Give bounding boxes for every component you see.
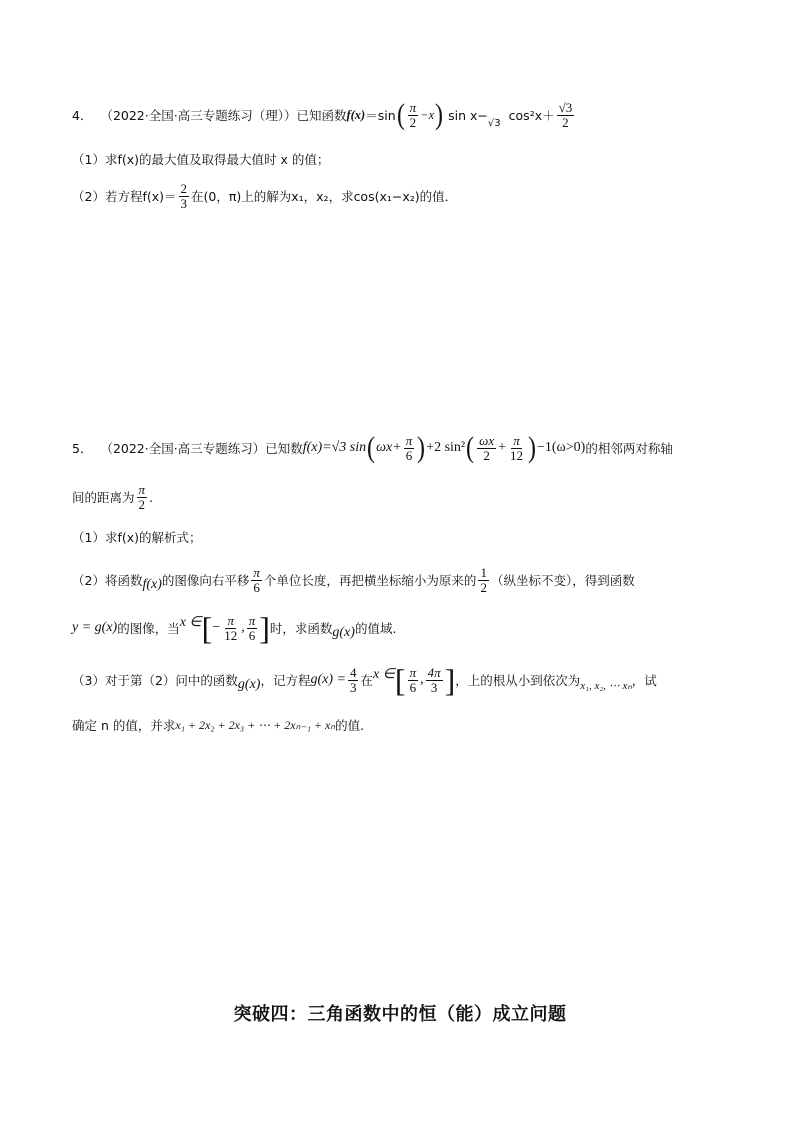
q5-part1: （1）求f(x)的解析式； [72,530,202,545]
q5-pi-over-12: $\frac{\pi}{12}$ [510,432,523,463]
q4-number: 4． [72,108,93,123]
q4-two-thirds: $\frac{2}{3}$ [180,181,188,211]
q5-stem-line2: 间的距离为 $\frac{\pi}{2}$ . [72,482,154,512]
q5-pi-over-2: $\frac{\pi}{2}$ [138,482,146,512]
q4-sqrt3-over-2: $\frac{√3}{2}$ [558,99,573,130]
q4-part2: （2）若方程f(x)＝ $\frac{2}{3}$ 在(0，π)上的解为x₁，x₂，求cos(x₁−x₂)的值． [72,181,458,211]
q5-part3: （3）对于第（2）问中的函数 g(x) ，记方程 g(x) = $\frac{4}{3}$ 在 x ∈ [ $\frac{\pi}{6}$ , $\frac{4\pi}{3}$ ] ，上的根从小到依次为 x₁, x₂, ⋯ xₙ ，试 [72,662,657,698]
q4-fx: f(x) [346,107,366,122]
q5-shift-pi-over-6: $\frac{\pi}{6}$ [253,565,260,595]
q5-wx-over-2: $\frac{\omega x}{2}$ [479,432,495,463]
q5-half: $\frac{1}{2}$ [480,565,487,595]
q4-sinx: sin x− [448,107,488,123]
q4-lparen: ( [396,98,405,131]
q4-minus-x: −x [420,107,435,122]
q5-part2-line2: y = g(x) 的图像，当 x ∈ [ − $\frac{\pi}{12}$ , $\frac{\pi}{6}$ ] 时，求函数 g(x) 的值域. [72,610,397,646]
q5-pi-over-6: $\frac{\pi}{6}$ [405,432,413,463]
q4-intro: 已知函数 [296,108,347,123]
q5-formula-lhs: f(x)=√3 sin [302,440,367,455]
q4-source: （2022·全国·高三专题练习（理）） [100,108,297,123]
q5-number: 5． [72,441,93,456]
q4-cos2x: cos²x＋ [508,108,555,123]
q4-part1: （1）求f(x)的最大值及取得最大值时 x 的值； [72,152,330,167]
q4-rparen: ) [435,98,444,131]
q5-source: （2022·全国·高三专题练习） [100,441,266,456]
q5-intro: 已知数 [265,441,303,456]
section-heading: 突破四：三角函数中的恒（能）成立问题 [233,1004,567,1025]
q4-pi-over-2: $\frac{\pi}{2}$ [409,99,417,130]
q5-stem: 5． （2022·全国·高三专题练习） 已知数 f(x)=√3 sin ( ωx+ $\frac{\pi}{6}$ ) +2 sin² ( $\frac{\omega x}{2}$ + $\frac{\pi}{12}$ ) −1(ω>0) 的相邻两对称轴 [72,431,673,464]
q4-stem [72,100,576,130]
q5-part2: （2）将函数 f(x) 的图像向右平移 $\frac{\pi}{6}$ 个单位长度，再把横坐标缩小为原来的 $\frac{1}{2}$ （纵坐标不变），得到函数 [72,565,635,595]
q4-eq: ＝sin [365,108,396,123]
q4-sqrt3: √3 [487,117,501,129]
q5-part3-line2: 确定 n 的值，并求 x₁ + 2x₂ + 2x₃ + ⋯ + 2xₙ₋₁ + xₙ 的值. [72,717,365,733]
